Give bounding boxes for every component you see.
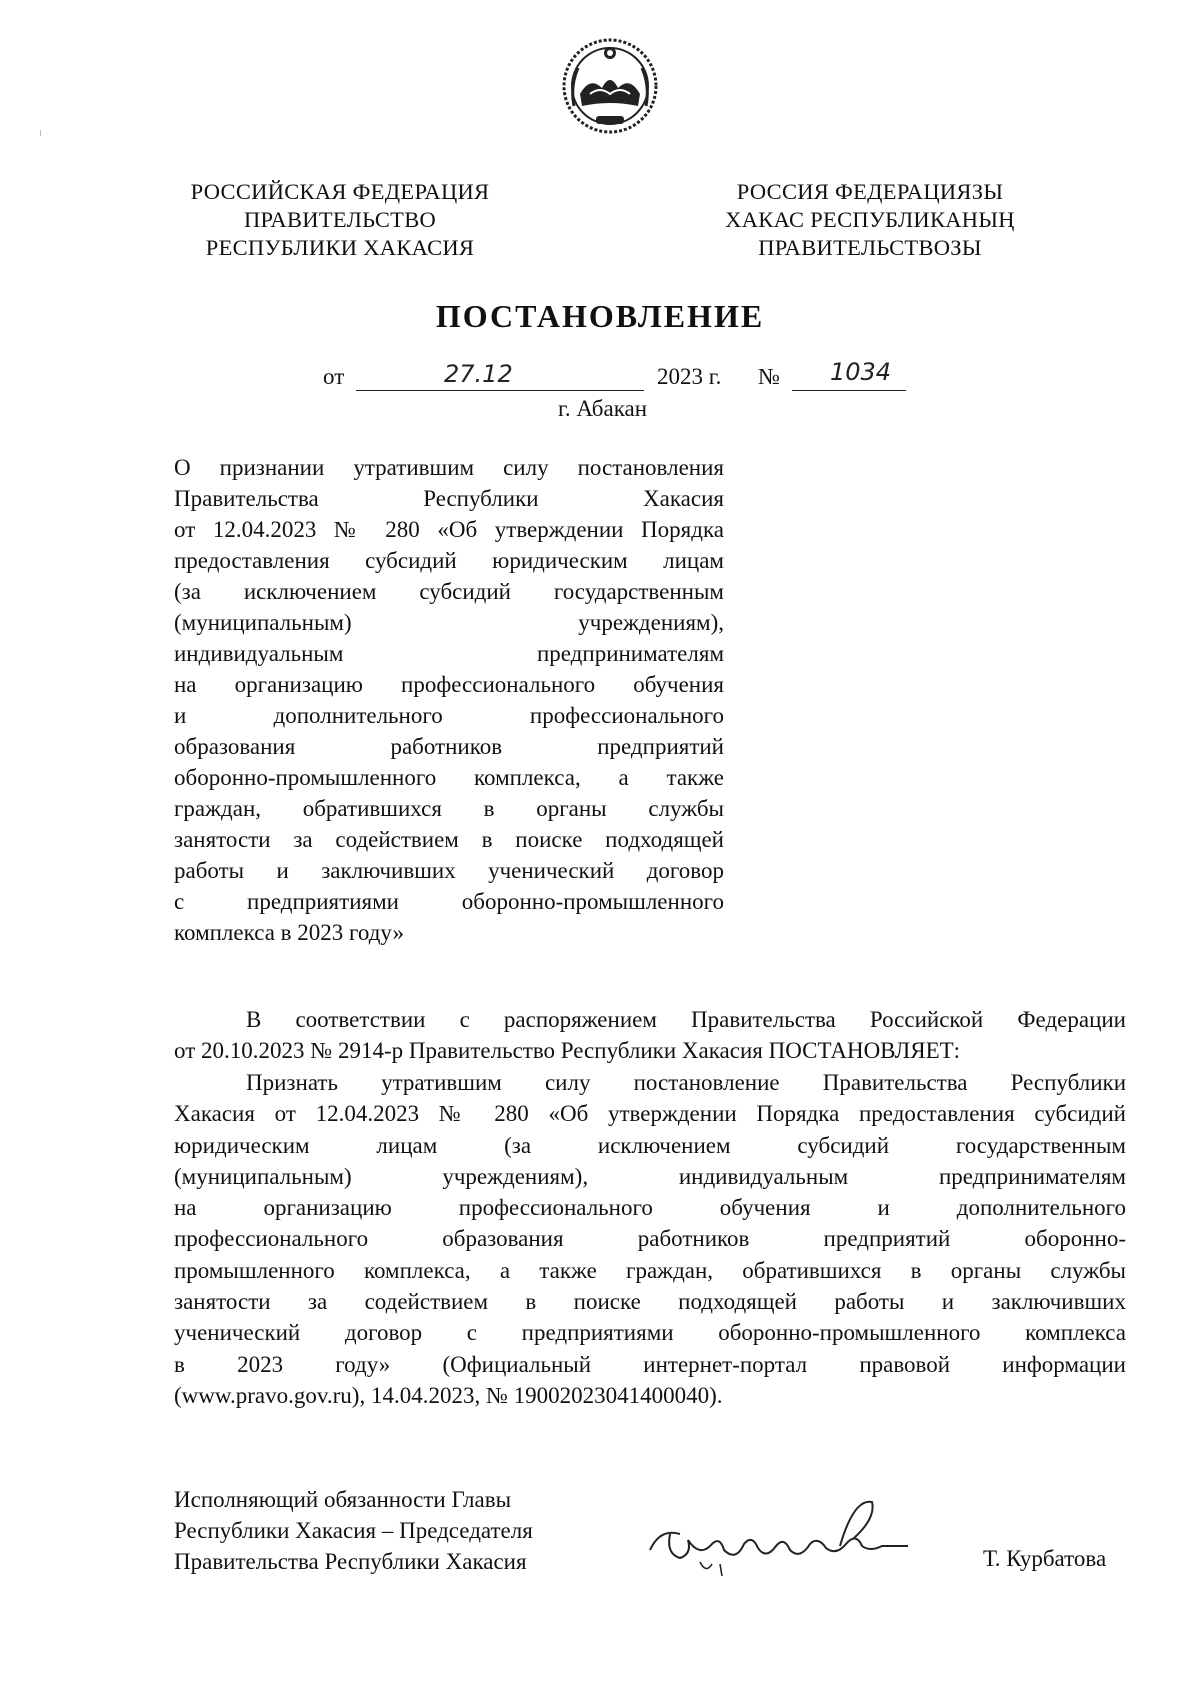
- header-left-line: ПРАВИТЕЛЬСТВО: [243, 207, 437, 232]
- resolution-line: профессионального образования работников предприятий оборонно-: [174, 1226, 1126, 1252]
- subject-line: граждан, обратившихся в органы службы: [174, 796, 724, 821]
- scan-artifact: [40, 130, 41, 136]
- subject-line: образования работников предприятий: [174, 734, 724, 759]
- date-underline: [356, 390, 644, 391]
- resolution-line: занятости за содействием в поиске подходящей работы и заключивших: [174, 1289, 1126, 1315]
- header-right: [700, 178, 1040, 262]
- handwritten-signature: [640, 1488, 940, 1578]
- preamble-line: от 20.10.2023 № 2914-р Правительство Республики Хакасия ПОСТАНОВЛЯЕТ:: [174, 1038, 961, 1064]
- subject-line: комплекса в 2023 году»: [174, 920, 404, 945]
- header-left-line: РЕСПУБЛИКИ ХАКАСИЯ: [205, 235, 475, 260]
- subject-block: [174, 452, 724, 948]
- coat-of-arms-emblem: [560, 36, 660, 136]
- header-left: [170, 178, 510, 262]
- subject-line: индивидуальным предпринимателям: [174, 641, 724, 666]
- resolution-line: (www.pravo.gov.ru), 14.04.2023, № 19002023041400040).: [174, 1382, 723, 1408]
- date-prefix: от: [323, 364, 345, 389]
- subject-line: оборонно-промышленного комплекса, а также: [174, 765, 724, 790]
- subject-line: на организацию профессионального обучения: [174, 672, 724, 697]
- resolution-line: Хакасия от 12.04.2023 № 280 «Об утверждении Порядка предоставления субсидий: [174, 1101, 1126, 1127]
- resolution-line: Признать утратившим силу постановление Правительства Республики: [246, 1070, 1126, 1095]
- year-label: 2023 г.: [657, 364, 722, 389]
- signer-name: Т. Курбатова: [983, 1546, 1107, 1571]
- subject-line: (за исключением субсидий государственным: [174, 579, 724, 604]
- subject-line: и дополнительного профессионального: [174, 703, 724, 728]
- subject-line: Правительства Республики Хакасия: [174, 486, 724, 511]
- subject-line: предоставления субсидий юридическим лицам: [174, 548, 724, 573]
- preamble-paragraph: [174, 1004, 1126, 1067]
- subject-line: работы и заключивших ученический договор: [174, 858, 724, 883]
- subject-line: с предприятиями оборонно-промышленного: [174, 889, 724, 914]
- number-handwritten: 1034: [830, 358, 892, 386]
- resolution-line: на организацию профессионального обучения и дополнительного: [174, 1195, 1126, 1221]
- resolution-line: ученический договор с предприятиями оборонно-промышленного комплекса: [174, 1320, 1126, 1346]
- subject-line: О признании утратившим силу постановления: [174, 455, 724, 480]
- resolution-line: промышленного комплекса, а также граждан, обратившихся в органы службы: [174, 1257, 1126, 1283]
- resolution-line: в 2023 году» (Официальный интернет-портал правовой информации: [174, 1351, 1126, 1377]
- header-right-line: РОССИЯ ФЕДЕРАЦИЯЗЫ: [736, 179, 1004, 204]
- signatory-position: [174, 1484, 533, 1577]
- number-label: №: [758, 364, 780, 389]
- subject-line: от 12.04.2023 № 280 «Об утверждении Порядка: [174, 517, 724, 542]
- number-underline: [792, 390, 906, 391]
- position-line: Правительства Республики Хакасия: [174, 1549, 527, 1574]
- header-right-line: ХАКАС РЕСПУБЛИКАНЫҢ: [725, 207, 1015, 232]
- subject-line: занятости за содействием в поиске подходящей: [174, 827, 724, 852]
- resolution-paragraph: [174, 1067, 1126, 1411]
- preamble-line: В соответствии с распоряжением Правительства Российской Федерации: [246, 1007, 1126, 1032]
- city: г. Абакан: [558, 396, 648, 421]
- position-line: Республики Хакасия – Председателя: [174, 1518, 533, 1543]
- subject-line: (муниципальным) учреждениям),: [174, 610, 724, 635]
- resolution-line: юридическим лицам (за исключением субсидий государственным: [174, 1132, 1126, 1158]
- position-line: Исполняющий обязанности Главы: [174, 1487, 512, 1512]
- date-handwritten: 27.12: [444, 360, 513, 388]
- resolution-line: (муниципальным) учреждениям), индивидуальным предпринимателям: [174, 1163, 1126, 1189]
- header-left-line: РОССИЙСКАЯ ФЕДЕРАЦИЯ: [190, 179, 490, 204]
- header-right-line: ПРАВИТЕЛЬСТВОЗЫ: [758, 235, 982, 260]
- document-title: ПОСТАНОВЛЕНИЕ: [435, 298, 765, 334]
